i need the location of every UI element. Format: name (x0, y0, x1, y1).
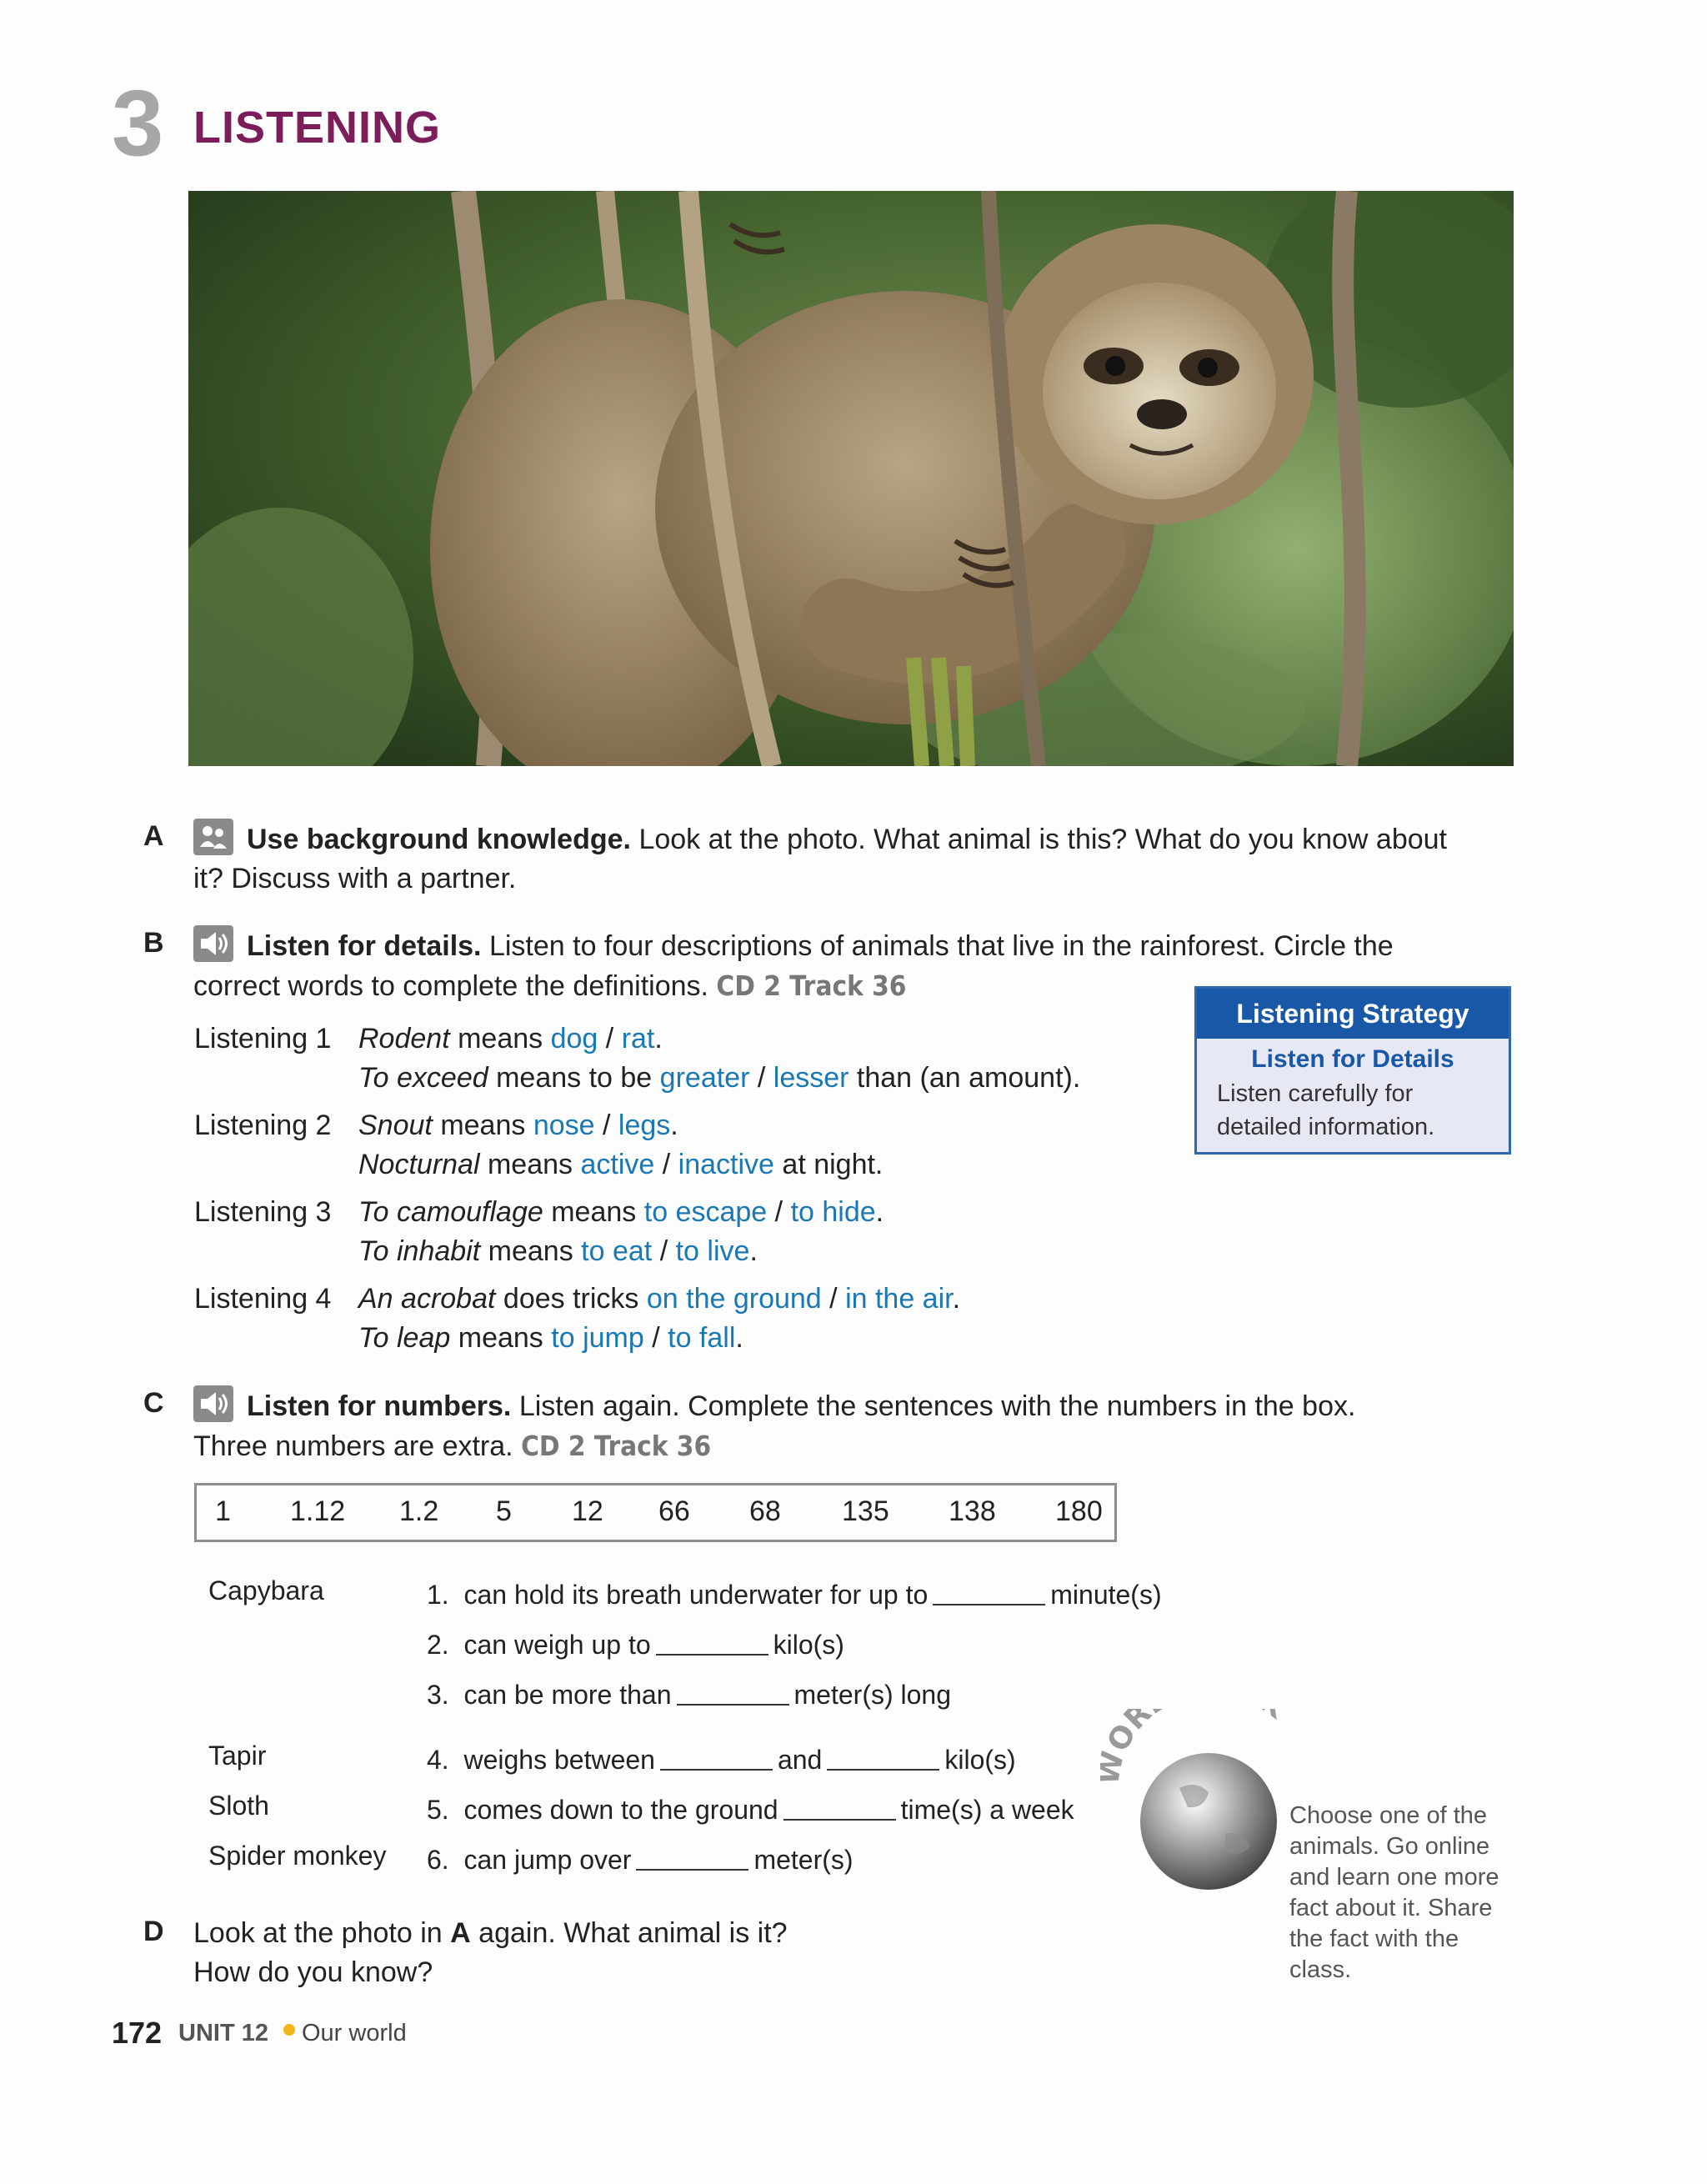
world-link-title: OR (1100, 1709, 1159, 1758)
answer-blank[interactable] (660, 1769, 773, 1771)
option-choice[interactable]: dog (550, 1023, 598, 1054)
number-option: 138 (949, 1495, 996, 1527)
question-number: 4. (427, 1745, 449, 1775)
animal-label-spider-monkey: Spider monkey (208, 1841, 387, 1871)
bullet-dot (283, 2024, 295, 2036)
term: To inhabit (358, 1235, 481, 1267)
exercise-a-lead: Use background knowledge. (247, 824, 631, 855)
question-1 (427, 1580, 1162, 1610)
strategy-header: Listening Strategy (1197, 989, 1509, 1039)
listening-4-label: Listening 4 (194, 1283, 332, 1315)
unit-subtitle: Our world (302, 2020, 407, 2046)
answer-blank[interactable] (636, 1869, 748, 1871)
question-text: weighs between (463, 1745, 655, 1775)
audio-icon (193, 1385, 233, 1422)
number-option: 135 (842, 1495, 889, 1527)
question-unit: meter(s) long (793, 1680, 952, 1710)
section-title: LISTENING (193, 103, 442, 153)
option-choice[interactable]: to eat (581, 1235, 653, 1267)
question-unit: meter(s) (753, 1845, 854, 1875)
question-text: comes down to the ground (463, 1795, 778, 1825)
definition-text: means (488, 1235, 573, 1267)
definition-end: . (735, 1322, 743, 1354)
question-unit: time(s) a week (900, 1795, 1074, 1825)
option-choice[interactable]: inactive (678, 1149, 774, 1180)
number-option: 1.2 (399, 1495, 439, 1527)
listening-3-label: Listening 3 (194, 1196, 332, 1228)
exercise-b-letter: B (143, 927, 164, 959)
answer-blank[interactable] (783, 1819, 896, 1821)
exercise-d-letter: D (143, 1916, 164, 1947)
definition-text: does tricks (503, 1283, 639, 1315)
page-number: 172 (112, 2016, 163, 2050)
definition-end: . (749, 1235, 758, 1267)
definition-text: means (458, 1023, 543, 1054)
question-text: can be more than (463, 1680, 672, 1710)
exercise-c-lead: Listen for numbers. (247, 1390, 512, 1422)
question-number: 5. (427, 1795, 449, 1825)
answer-blank[interactable] (677, 1704, 789, 1706)
number-option: 68 (749, 1495, 781, 1527)
listening-2-line-2 (358, 1145, 883, 1185)
definition-text: means (551, 1196, 637, 1228)
question-5 (427, 1795, 1074, 1826)
pair-work-icon (193, 819, 233, 855)
term: To leap (358, 1322, 451, 1354)
listening-2-label: Listening 2 (194, 1110, 332, 1141)
strategy-line-1: Listen carefully for (1217, 1080, 1414, 1107)
definition-text: means (458, 1322, 543, 1354)
unit-label: UNIT 12 (178, 2020, 268, 2046)
exercise-c-text-2: Three numbers are extra. (193, 1430, 513, 1462)
answer-blank[interactable] (827, 1769, 939, 1771)
term: To camouflage (358, 1196, 543, 1228)
exercise-b-track: CD 2 Track 36 (716, 969, 907, 1002)
question-3 (427, 1680, 951, 1711)
animal-label-tapir: Tapir (208, 1741, 267, 1771)
listening-1-line-2 (358, 1059, 1080, 1098)
listening-4-line-2 (358, 1319, 743, 1358)
number-option: 5 (496, 1495, 512, 1527)
exercise-d-ref: A (450, 1917, 471, 1949)
number-option: 66 (658, 1495, 690, 1527)
strategy-line-2: detailed information. (1217, 1114, 1435, 1140)
question-text: can jump over (463, 1845, 632, 1875)
term: Rodent (358, 1023, 450, 1054)
number-option: 1 (215, 1495, 231, 1527)
section-number: 3 (112, 71, 161, 175)
question-text: and (777, 1745, 823, 1775)
separator: / (652, 1322, 660, 1354)
exercise-a-letter: A (143, 820, 164, 852)
world-link-badge (1100, 1709, 1317, 1901)
exercise-b-lead: Listen for details. (247, 930, 482, 962)
listening-1-label: Listening 1 (194, 1023, 332, 1054)
option-choice[interactable]: to fall (668, 1322, 736, 1354)
exercise-b-text-2: correct words to complete the definitions. (193, 970, 708, 1002)
option-choice[interactable]: greater (659, 1062, 750, 1094)
option-choice[interactable]: active (580, 1149, 655, 1180)
separator: / (603, 1110, 611, 1141)
world-link-text: Choose one of the animals. Go online and learn one more fact about it. Share the fact with the class. (1289, 1802, 1499, 1983)
definition-end: . (875, 1196, 884, 1228)
option-choice[interactable]: legs (618, 1110, 671, 1141)
question-unit: minute(s) (1050, 1580, 1162, 1610)
separator: / (774, 1196, 783, 1228)
exercise-a-instructions (193, 819, 1519, 899)
sloth-photo (188, 191, 1514, 766)
option-choice[interactable]: to hide (790, 1196, 876, 1228)
question-unit: kilo(s) (773, 1630, 844, 1660)
listening-strategy-box (1194, 986, 1511, 1155)
question-number: 6. (427, 1845, 449, 1875)
question-4 (427, 1745, 1016, 1776)
exercise-b-text-1: Listen to four descriptions of animals that live in the rainforest. Circle the (488, 930, 1394, 962)
question-unit: kilo(s) (944, 1745, 1016, 1775)
listening-3-line-2 (358, 1232, 758, 1271)
definition-end: at night. (782, 1149, 884, 1180)
question-6 (427, 1845, 854, 1876)
answer-blank[interactable] (933, 1604, 1045, 1605)
strategy-subheader: Listen for Details (1251, 1045, 1454, 1073)
question-2 (427, 1630, 844, 1661)
term: Snout (358, 1110, 433, 1141)
question-number: 1. (427, 1580, 449, 1610)
number-option: 1.12 (290, 1495, 346, 1527)
option-choice[interactable]: to escape (643, 1196, 768, 1228)
separator: / (829, 1283, 838, 1315)
question-text: can weigh up to (463, 1630, 651, 1660)
exercise-d-text: again. What animal is it? (478, 1917, 788, 1949)
option-choice[interactable]: nose (533, 1110, 595, 1141)
question-number: 2. (427, 1630, 449, 1660)
exercise-d-text: Look at the photo in (193, 1917, 443, 1949)
definition-text: means to be (496, 1062, 653, 1094)
animal-label-sloth: Sloth (208, 1791, 269, 1821)
definition-end: . (952, 1283, 961, 1315)
exercise-c-text-1: Listen again. Complete the sentences with the numbers in the box. (518, 1390, 1356, 1422)
separator: / (659, 1235, 668, 1267)
exercise-d-instructions (193, 1914, 944, 1992)
separator: / (605, 1023, 614, 1054)
animal-label-capybara: Capybara (208, 1575, 324, 1605)
definition-text: means (487, 1149, 573, 1180)
separator: / (757, 1062, 766, 1094)
term: Nocturnal (358, 1149, 480, 1180)
term: To exceed (358, 1062, 488, 1094)
answer-blank[interactable] (656, 1654, 768, 1656)
definition-end: . (670, 1110, 678, 1141)
exercise-c-instructions (193, 1385, 1527, 1466)
option-choice[interactable]: lesser (773, 1062, 849, 1094)
option-choice[interactable]: to jump (551, 1322, 644, 1354)
option-choice[interactable]: in the air (845, 1283, 953, 1315)
option-choice[interactable]: to live (675, 1235, 750, 1267)
separator: / (662, 1149, 671, 1180)
term: An acrobat (358, 1283, 496, 1315)
number-option: 12 (572, 1495, 603, 1527)
definition-text: means (440, 1110, 526, 1141)
definition-end: than (an amount). (856, 1062, 1081, 1094)
option-choice[interactable]: on the ground (646, 1283, 822, 1315)
exercise-c-track: CD 2 Track 36 (521, 1430, 712, 1462)
definitions-list (194, 1019, 1178, 1353)
question-text: can hold its breath underwater for up to (463, 1580, 929, 1610)
globe-icon (1140, 1753, 1277, 1890)
number-option: 180 (1055, 1495, 1103, 1527)
audio-icon (193, 925, 233, 962)
exercise-d-text-2: How do you know? (193, 1956, 433, 1988)
exercise-a-text-1: Look at the photo. What animal is this? What do you know about (638, 824, 1448, 855)
option-choice[interactable]: rat (621, 1023, 655, 1054)
question-number: 3. (427, 1680, 449, 1710)
number-box (194, 1483, 1117, 1542)
definition-end: . (654, 1023, 663, 1054)
exercise-c-letter: C (143, 1387, 164, 1419)
exercise-a-text-2: it? Discuss with a partner. (193, 863, 517, 894)
